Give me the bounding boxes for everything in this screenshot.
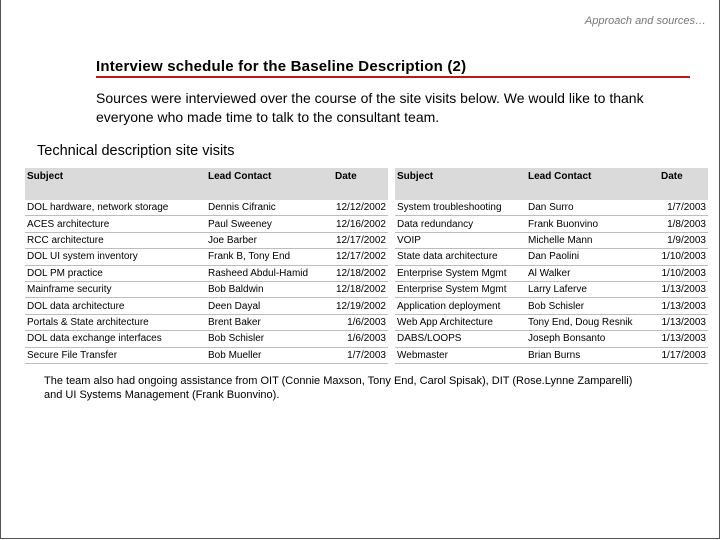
cell-lead-contact: Rasheed Abdul-Hamid [206, 265, 323, 281]
table-row [25, 314, 388, 330]
cell-date: 12/18/2002 [323, 281, 388, 297]
cell-subject: DOL PM practice [25, 265, 206, 281]
cell-date: 12/12/2002 [323, 200, 388, 216]
schedule-table-left-body [25, 200, 388, 363]
cell-date: 1/13/2003 [649, 298, 708, 314]
schedule-table-left [25, 168, 388, 364]
cell-lead-contact: Bob Mueller [206, 347, 323, 363]
schedule-table-right [395, 168, 708, 364]
section-tagline: Approach and sources… [584, 15, 706, 27]
cell-date: 1/9/2003 [649, 232, 708, 248]
cell-lead-contact: Brent Baker [206, 314, 323, 330]
table-row [25, 347, 388, 363]
cell-subject: DOL hardware, network storage [25, 200, 206, 216]
cell-subject: VOIP [395, 232, 526, 248]
cell-date: 1/6/2003 [323, 331, 388, 347]
table-row [395, 331, 708, 347]
table-row [395, 314, 708, 330]
cell-lead-contact: Deen Dayal [206, 298, 323, 314]
table-row [395, 232, 708, 248]
cell-subject: Webmaster [395, 347, 526, 363]
column-header-date: Date [323, 168, 388, 200]
table-row [395, 281, 708, 297]
cell-date: 1/13/2003 [649, 314, 708, 330]
cell-lead-contact: Bob Schisler [206, 331, 323, 347]
cell-subject: Secure File Transfer [25, 347, 206, 363]
section-subheading: Technical description site visits [37, 143, 235, 159]
table-row [25, 232, 388, 248]
cell-date: 12/16/2002 [323, 216, 388, 232]
column-header-lead-contact: Lead Contact [206, 168, 323, 200]
table-header-row [25, 168, 388, 200]
cell-lead-contact: Dan Paolini [526, 249, 649, 265]
cell-subject: Data redundancy [395, 216, 526, 232]
table-row [25, 200, 388, 216]
title-divider [96, 76, 690, 78]
table-row [25, 281, 388, 297]
table-row [395, 347, 708, 363]
slide-title: Interview schedule for the Baseline Description (2) [96, 58, 467, 75]
cell-subject: RCC architecture [25, 232, 206, 248]
cell-date: 1/7/2003 [323, 347, 388, 363]
cell-date: 1/7/2003 [649, 200, 708, 216]
intro-paragraph: Sources were interviewed over the course of the site visits below. We would like to thank everyone who made time to talk to the consultant team. [96, 90, 644, 125]
cell-date: 1/13/2003 [649, 331, 708, 347]
table-header-row [395, 168, 708, 200]
cell-lead-contact: Joe Barber [206, 232, 323, 248]
cell-lead-contact: Bob Schisler [526, 298, 649, 314]
cell-subject: ACES architecture [25, 216, 206, 232]
cell-date: 1/10/2003 [649, 265, 708, 281]
table-row [25, 331, 388, 347]
cell-date: 12/17/2002 [323, 232, 388, 248]
assistance-note: The team also had ongoing assistance from OIT (Connie Maxson, Tony End, Carol Spisak), DIT (Rose.Lynne Zamparelli) and UI Systems Management (Frank Buonvino). [44, 375, 633, 401]
cell-date: 12/18/2002 [323, 265, 388, 281]
cell-lead-contact: Brian Burns [526, 347, 649, 363]
table-row [395, 200, 708, 216]
table-row [25, 249, 388, 265]
cell-date: 12/19/2002 [323, 298, 388, 314]
cell-lead-contact: Dan Surro [526, 200, 649, 216]
cell-subject: DOL data exchange interfaces [25, 331, 206, 347]
cell-subject: DOL UI system inventory [25, 249, 206, 265]
column-header-subject: Subject [395, 168, 526, 200]
table-row [25, 216, 388, 232]
cell-subject: Web App Architecture [395, 314, 526, 330]
table-row [25, 265, 388, 281]
cell-lead-contact: Al Walker [526, 265, 649, 281]
cell-lead-contact: Frank Buonvino [526, 216, 649, 232]
cell-subject: DOL data architecture [25, 298, 206, 314]
cell-lead-contact: Joseph Bonsanto [526, 331, 649, 347]
cell-lead-contact: Tony End, Doug Resnik [526, 314, 649, 330]
cell-subject: Portals & State architecture [25, 314, 206, 330]
cell-subject: DABS/LOOPS [395, 331, 526, 347]
cell-lead-contact: Frank B, Tony End [206, 249, 323, 265]
table-row [395, 216, 708, 232]
table-row [395, 298, 708, 314]
cell-lead-contact: Dennis Cifranic [206, 200, 323, 216]
cell-subject: Enterprise System Mgmt [395, 265, 526, 281]
column-header-subject: Subject [25, 168, 206, 200]
cell-date: 12/17/2002 [323, 249, 388, 265]
column-header-lead-contact: Lead Contact [526, 168, 649, 200]
cell-subject: State data architecture [395, 249, 526, 265]
cell-subject: Enterprise System Mgmt [395, 281, 526, 297]
cell-date: 1/6/2003 [323, 314, 388, 330]
column-header-date: Date [649, 168, 708, 200]
cell-lead-contact: Paul Sweeney [206, 216, 323, 232]
table-row [25, 298, 388, 314]
cell-subject: Application deployment [395, 298, 526, 314]
cell-lead-contact: Bob Baldwin [206, 281, 323, 297]
cell-date: 1/8/2003 [649, 216, 708, 232]
table-row [395, 249, 708, 265]
cell-date: 1/10/2003 [649, 249, 708, 265]
table-row [395, 265, 708, 281]
schedule-table-right-body [395, 200, 708, 363]
cell-subject: Mainframe security [25, 281, 206, 297]
cell-lead-contact: Larry Laferve [526, 281, 649, 297]
cell-subject: System troubleshooting [395, 200, 526, 216]
cell-lead-contact: Michelle Mann [526, 232, 649, 248]
cell-date: 1/13/2003 [649, 281, 708, 297]
cell-date: 1/17/2003 [649, 347, 708, 363]
